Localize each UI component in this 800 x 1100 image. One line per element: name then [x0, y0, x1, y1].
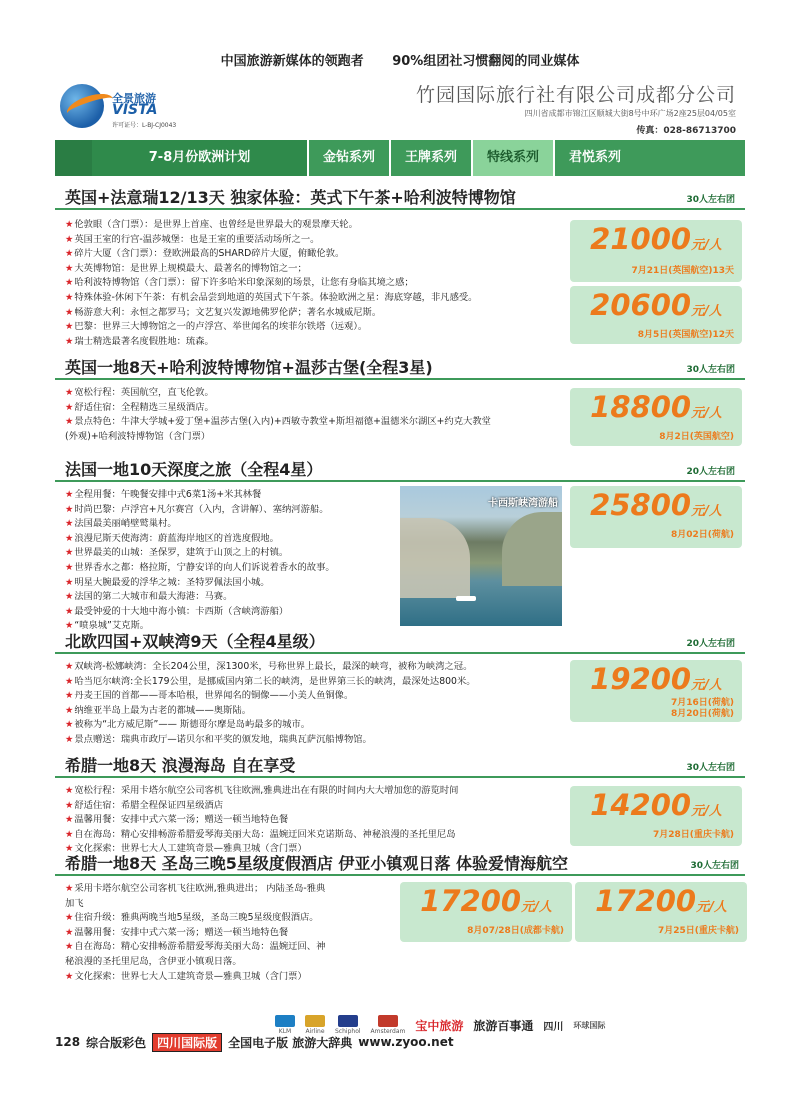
list-item: ★温馨用餐：安排中式六菜一汤；赠送一顿当地特色餐 [65, 814, 289, 826]
nav-tab-ace[interactable]: 王牌系列 [405, 150, 458, 165]
list-item: ★时尚巴黎：卢浮宫+凡尔赛宫（入内，含讲解）、塞纳河游船。 [65, 503, 329, 515]
price-amount: 21000 [590, 222, 692, 256]
price-unit: 元/人 [696, 900, 727, 915]
list-item: ★自在海岛：精心安排畅游希腊爱琴海美丽大岛：温婉迂回米克诺斯岛、神秘浪漫的圣托里尼岛 [65, 828, 456, 840]
price-amount: 19200 [590, 662, 692, 696]
price-unit: 元/人 [691, 304, 722, 319]
list-item: ★双峡湾-松娜峡湾：全长204公里，深1300米，号称世界上最长，最深的峡弯，被称为峡湾之冠。 [65, 661, 473, 672]
price-box [575, 882, 747, 942]
price-unit: 元/人 [521, 900, 552, 915]
price-note: 7月16日(荷航) 8月20日(荷航) [670, 698, 734, 719]
list-item: ★景点赠送：瑞典市政厅—诺贝尔和平奖的颁发地，瑞典瓦萨沉船博物馆。 [65, 733, 372, 745]
list-item: ★温馨用餐：安排中式六菜一汤；赠送一顿当地特色餐 [65, 926, 289, 938]
price-amount: 14200 [590, 788, 692, 822]
list-item: ★大英博物馆：是世界上规模最大、最著名的博物馆之一； [65, 262, 307, 274]
logo-brand-en: VISTA [112, 102, 158, 118]
klm-logo: KLM [275, 1015, 295, 1035]
group-size: 30人左右团 [686, 763, 735, 773]
logo-brand-cn: 全景旅游 [112, 92, 156, 105]
price-note: 7月21日(英国航空)13天 [631, 266, 734, 276]
list-item: ★住宿升级：雅典两晚当地5星级，圣岛三晚5星级度假酒店。 [65, 912, 319, 924]
itinerary-list [65, 660, 476, 748]
header-slogan [0, 50, 800, 69]
list-item: ★法国的第二大城市和最大海港：马赛。 [65, 591, 233, 603]
nav-tab-euro-plan[interactable]: 7-8月份欧洲计划 [92, 140, 307, 176]
list-item: ★宽松行程：采用卡塔尔航空公司客机飞往欧洲,雅典进出在有限的时间内大大增加您的游览时间 [65, 785, 459, 796]
list-item: ★特殊体验-休闲下午茶：有机会品尝到地道的英国式下午茶。体验欧洲之星：海底穿越，非凡感受。 [65, 291, 478, 303]
price-box [570, 286, 742, 344]
itinerary-list [65, 882, 405, 984]
tour-section-uk-8d [55, 354, 745, 454]
list-item: ★浪漫尼斯天使海湾：蔚蓝海岸地区的首选度假地。 [65, 532, 279, 544]
price-box [570, 786, 742, 846]
section-title: 英国一地8天+哈利波特博物馆+温莎古堡(全程3星) [65, 358, 433, 377]
list-item: ★法国最美丽峭壁鹫巢村。 [65, 518, 177, 530]
photo-caption: 卡西斯峡湾游船 [488, 498, 558, 509]
list-item: ★哈当厄尔峡湾:全长179公里，是挪威国内第二长的峡湾，是世界第三长的峡湾，最深处达800米。 [65, 675, 476, 687]
list-item: ★畅游意大利：永恒之都罗马；文艺复兴发源地佛罗伦萨；著名水城威尼斯。 [65, 306, 382, 318]
price-note: 8月02日(荷航) [670, 530, 734, 540]
price-amount: 18800 [590, 390, 692, 424]
price-unit: 元/人 [691, 678, 722, 693]
price-note: 8月5日(英国航空)12天 [637, 330, 734, 340]
price-amount: 25800 [590, 488, 692, 522]
list-item: ★宽松行程：英国航空，直飞伦敦。 [65, 387, 214, 398]
price-box [570, 388, 742, 446]
list-item: ★采用卡塔尔航空公司客机飞往欧洲,雅典进出； 内陆圣岛-雅典 [65, 883, 326, 894]
list-item: ★最受钟爱的十大地中海小镇：卡西斯（含峡湾游船） [65, 605, 289, 617]
huanqiu-logo: 环球国际 [573, 1020, 606, 1030]
section-title: 希腊一地8天 圣岛三晚5星级度假酒店 伊亚小镇观日落 体验爱情海航空 [65, 854, 568, 873]
list-item: ★世界最美的山城：圣保罗，建筑于山顶之上的村镇。 [65, 547, 289, 559]
price-note: 7月28日(重庆卡航) [652, 830, 734, 840]
list-item: 秘浪漫的圣托里尼岛，含伊亚小镇观日落。 [65, 955, 242, 967]
list-item: (外观)+哈利波特博物馆（含门票） [65, 430, 211, 442]
itinerary-list [65, 488, 335, 634]
list-item: ★碎片大厦（含门票）：登欧洲最高的SHARD碎片大厦，俯瞰伦敦。 [65, 248, 345, 260]
page-number: 128 [55, 1035, 81, 1049]
edition-badge: 四川国际版 [152, 1033, 222, 1052]
group-size: 20人左右团 [686, 639, 735, 649]
price-amount: 20600 [590, 288, 692, 322]
list-item: ★“喷泉城”艾克斯。 [65, 620, 150, 632]
boat-icon [456, 596, 476, 601]
nav-tab-special[interactable]: 特线系列 [473, 140, 553, 176]
list-item: ★文化探索：世界七大人工建筑奇景—雅典卫城（含门票） [65, 843, 307, 855]
tourism-baishitong-logo: 旅游百事通 [473, 1018, 534, 1033]
section-title: 英国+法意瑞12/13天 独家体验：英式下午茶+哈利波特博物馆 [65, 188, 516, 207]
footer-url[interactable]: www.zyoo.net [358, 1035, 454, 1049]
group-size: 30人左右团 [690, 861, 739, 871]
price-note: 7月25日(重庆卡航) [657, 926, 739, 936]
list-item: ★自在海岛：精心安排畅游希腊爱琴海美丽大岛：温婉迂回、神 [65, 941, 326, 953]
company-address: 四川省成都市锦江区顺城大街8号中环广场2座25层04/05室 [524, 109, 736, 118]
section-title: 北欧四国+双峡湾9天（全程4星级） [65, 632, 325, 651]
list-item: ★英国王室的行宫-温莎城堡：也是王室的重要活动场所之一。 [65, 233, 320, 245]
list-item: ★舒适住宿：全程精选三星级酒店。 [65, 401, 214, 413]
list-item: ★世界香水之都：格拉斯，宁静安详的向人们诉说着香水的故事。 [65, 561, 335, 573]
company-name: 竹园国际旅行社有限公司成都分公司 [415, 84, 736, 106]
series-nav [55, 140, 745, 176]
list-item: 加飞 [65, 897, 84, 909]
price-amount: 17200 [420, 884, 522, 918]
list-item: ★瑞士精选最著名度假胜地：琉森。 [65, 335, 214, 347]
price-amount: 17200 [595, 884, 697, 918]
footer-label-2: 全国电子版 旅游大辞典 [228, 1035, 353, 1050]
logo-license: 许可证号：L-BJ-CJ0043 [112, 122, 177, 129]
price-box [570, 660, 742, 722]
price-unit: 元/人 [691, 504, 722, 519]
baozhong-logo: 宝中旅游 [415, 1018, 464, 1033]
itinerary-list [65, 784, 458, 857]
group-size: 20人左右团 [686, 467, 735, 477]
price-unit: 元/人 [691, 238, 722, 253]
section-title: 希腊一地8天 浪漫海岛 自在享受 [65, 756, 296, 775]
list-item: ★被称为“北方威尼斯”—— 斯德哥尔摩是岛屿最多的城市。 [65, 719, 311, 731]
sichuan-logo: 四川 [543, 1021, 564, 1033]
list-item: ★哈利波特博物馆（含门票）：留下许多哈米印象深刻的场景，让您有身临其境之感； [65, 277, 414, 289]
group-size: 30人左右团 [686, 365, 735, 375]
amsterdam-logo: Amsterdam [371, 1015, 406, 1035]
price-unit: 元/人 [691, 406, 722, 421]
nav-lead-block [55, 140, 92, 176]
price-unit: 元/人 [691, 804, 722, 819]
vista-logo [60, 78, 200, 138]
list-item: ★丹麦王国的首都——哥本哈根，世界闻名的铜像——小美人鱼铜像。 [65, 690, 354, 702]
tour-section-greece-8d [55, 752, 745, 855]
schiphol-logo: Schiphol [335, 1015, 361, 1035]
price-note: 8月2日(英国航空) [659, 432, 734, 442]
company-info [416, 80, 736, 136]
slogan-left: 中国旅游新媒体的领跑者 [220, 54, 364, 69]
price-box [570, 486, 742, 548]
company-fax: 传真：028-86713700 [636, 126, 736, 136]
page-footer [55, 1032, 745, 1052]
slogan-right: 90%组团社习惯翻阅的同业媒体 [392, 54, 580, 69]
list-item: ★文化探索：世界七大人工建筑奇景—雅典卫城（含门票） [65, 970, 307, 982]
list-item: ★全程用餐：午晚餐安排中式6菜1汤+米其林餐 [65, 489, 262, 500]
price-note: 8月07/28日(成都卡航) [467, 926, 564, 936]
list-item: ★景点特色：牛津大学城+爱丁堡+温莎古堡(入内)+西敏寺教堂+斯坦福德+温德米尔湖区+约克大教堂 [65, 416, 491, 428]
list-item: ★纳维亚半岛上最为古老的都城——奥斯陆。 [65, 704, 251, 716]
list-item: ★伦敦眼（含门票）：是世界上首座、也曾经是世界最大的观景摩天轮。 [65, 219, 358, 230]
list-item: ★舒适住宿：希腊全程保证四星级酒店 [65, 799, 224, 811]
nav-tab-diamond[interactable]: 金钻系列 [323, 150, 376, 165]
price-box [400, 882, 572, 942]
list-item: ★明星大腕最爱的浮华之城：圣特罗佩法国小城。 [65, 576, 270, 588]
airline-logo: Airline [305, 1015, 325, 1035]
itinerary-list [65, 386, 491, 444]
footer-label: 综合版彩色 [86, 1035, 147, 1050]
tour-section-nordic-9d [55, 628, 745, 752]
nav-tab-grand[interactable]: 君悦系列 [569, 150, 622, 165]
tour-section-uk-fr-it-ch [55, 184, 745, 347]
list-item: ★巴黎：世界三大博物馆之一的卢浮宫、举世闻名的埃菲尔铁塔（远观）。 [65, 321, 368, 333]
group-size: 30人左右团 [686, 195, 735, 205]
calanques-boat-photo [400, 486, 562, 626]
price-box [570, 220, 742, 282]
section-title: 法国一地10天深度之旅（全程4星） [65, 460, 323, 479]
tour-section-greece-santorini [55, 850, 745, 1000]
itinerary-list [65, 218, 477, 349]
